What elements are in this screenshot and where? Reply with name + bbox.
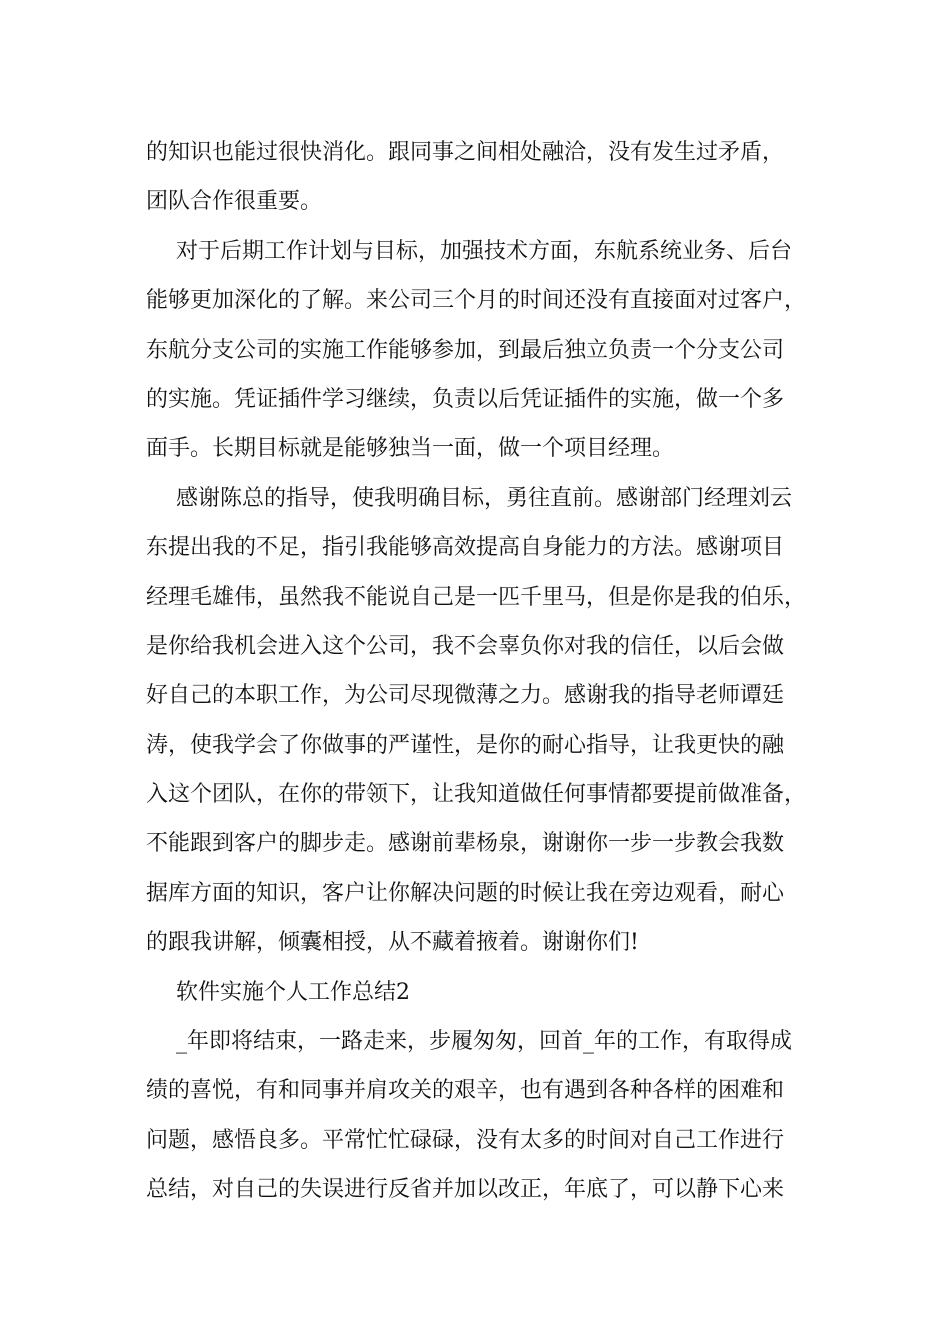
text-line: 感谢陈总的指导，使我明确目标，勇往直前。感谢部门经理刘云 bbox=[176, 485, 793, 511]
text-line: 的实施。凭证插件学习继续，负责以后凭证插件的实施，做一个多 bbox=[146, 386, 785, 412]
text-line: _年即将结束，一路走来，步履匆匆，回首_年的工作，有取得成 bbox=[176, 1029, 793, 1055]
text-line: 总结，对自己的失误进行反省并加以改正，年底了，可以静下心来 bbox=[146, 1177, 785, 1203]
text-line: 绩的喜悦，有和同事并肩攻关的艰辛，也有遇到各种各样的困难和 bbox=[146, 1078, 785, 1104]
text-line: 东提出我的不足，指引我能够高效提高自身能力的方法。感谢项目 bbox=[146, 535, 785, 561]
text-line: 问题，感悟良多。平常忙忙碌碌，没有太多的时间对自己工作进行 bbox=[146, 1127, 785, 1153]
text-line: 是你给我机会进入这个公司，我不会辜负你对我的信任，以后会做 bbox=[146, 633, 785, 659]
text-line: 团队合作很重要。 bbox=[146, 189, 323, 215]
text-line: 好自己的本职工作，为公司尽现微薄之力。感谢我的指导老师谭廷 bbox=[146, 683, 785, 709]
text-line: 涛，使我学会了你做事的严谨性，是你的耐心指导，让我更快的融 bbox=[146, 732, 785, 758]
text-line: 面手。长期目标就是能够独当一面，做一个项目经理。 bbox=[146, 436, 675, 462]
text-line: 入这个团队，在你的带领下，让我知道做任何事情都要提前做准备， bbox=[146, 782, 807, 808]
text-line: 的跟我讲解，倾囊相授，从不藏着掖着。谢谢你们! bbox=[146, 930, 639, 956]
text-line: 的知识也能过很快消化。跟同事之间相处融洽，没有发生过矛盾， bbox=[146, 140, 785, 165]
document-body bbox=[146, 128, 826, 1215]
text-line: 据库方面的知识，客户让你解决问题的时候让我在旁边观看，耐心 bbox=[146, 880, 785, 906]
text-line: 东航分支公司的实施工作能够参加，到最后独立负责一个分支公司 bbox=[146, 337, 785, 363]
text-line: 经理毛雄伟，虽然我不能说自己是一匹千里马，但是你是我的伯乐， bbox=[146, 584, 807, 610]
text-line: 能够更加深化的了解。来公司三个月的时间还没有直接面对过客户， bbox=[146, 288, 807, 314]
text-line: 不能跟到客户的脚步走。感谢前辈杨泉，谢谢你一步一步教会我数 bbox=[146, 831, 785, 857]
text-line: 对于后期工作计划与目标，加强技术方面，东航系统业务、后台 bbox=[176, 238, 793, 264]
text-line: 软件实施个人工作总结2 bbox=[176, 979, 410, 1005]
